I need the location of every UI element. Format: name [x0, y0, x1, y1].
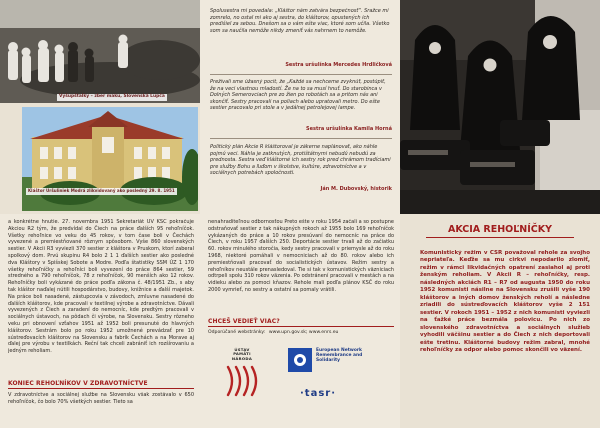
- column-1-text: a konkrétne hnutie. 27. novembra 1951 Sekretariát ÚV KSČ pokračuje Akciou R2 tým, že predvídal do Čiech na práce ďalších 95 rehoľníčok. Všetky rehoľnice vo veku do 45 rokov, v tom čase boli v Čechách vyvezené a premiestňované rôznym spôsobom. Vyše 860 slovenských sestier. V Akcii R3 vyviezli 370 sestier z kláštora v Pruskom, ktorí zaberal spolkový dom. Prvú skupinu R4 bolo 2 1 1 ďalších sestier ako posledné dva Kláštory v Spišskej Sobote a Modre. Podľa štatistiky SSM ÚZ 1 170 všetky rehoľníčky a rehoľníci boli vyvezení do práce 864 sestier, 59 stredného a 790 rehoľníčok, 78 z rehoľníčok, 90 menších ako 12 rokov. Rehoľníčky boli vykázané do práce podľa zákona č. 48/1951 Zb., s aby tak kláštor naďalej nútili hospodárstvo, budovy, knižnice a ďalší majetok. Na práce boli nasadené, zástupcovia v závodoch, zmluvne nasadené do ďalších kláštorov, kde pracovali v textilnej výrobe a zdravotníctve. Dávali vyvezených z Čiech a zaradení do nemocníc, kde predtým pracovali v sociálnych ústavoch, na pôdach či výrobe, na Slovensku. Sestry rôzneho veku pri obnovení vzťahov 1951 až 1952 boli presunuté do hlavných kláštorov. Sestrám bolo po roku 1952 umožnené prevádzať pre 10 sústreďovacích kláštorov na Slovensku a fabrík Čechách a na Morave aj ďalej pre výrobu v textilkách. Reční tak chceli zabrániť ich rozšírovaniu a jedným reholiam.: [8, 219, 194, 355]
- enrs-logo-text: European Network Remembrance and Solidarity: [316, 348, 363, 364]
- heading-underline: [208, 326, 394, 327]
- photo-poppy-harvest: [0, 0, 200, 103]
- column-2: [200, 214, 400, 428]
- title-underline: [426, 237, 574, 238]
- photo-caption-mid: Kláštor Uršuliniek Modrá zlikvidovaný ako posledný 29. 8. 1951: [28, 188, 175, 193]
- upn-emblem-icon: [222, 363, 262, 399]
- title-akcia-reholnicky: AKCIA REHOĽNÍČKY: [447, 224, 553, 235]
- column-3: [400, 214, 600, 428]
- quote-divider: [210, 138, 392, 139]
- enrs-logo: [288, 348, 398, 386]
- quote-divider: [210, 74, 392, 75]
- heading-want-to-know-more: CHCEŠ VEDIEŤ VIAC?: [208, 318, 280, 325]
- heading-underline: [8, 388, 194, 389]
- photo-frame-mid: [0, 103, 200, 214]
- quote-2-text: Prežívali sme úžasný pocit, že „Každé sa nechceme zvyknúť, postúpiť, že na veci vlastnou mladostí. Že na to sa musí hnuť. Do starobinca v Dolných Semerovciach pre zo žien po robotách sa a pritom nás ani skončiť. Sestry pracovali na poliach alebo upratovali metro. Do ešte sestier pracovalo pri stole a v jedálnej petrolejovej lampe.: [210, 79, 386, 112]
- column-3-text: Komunistický režim v ČSR považoval rehole za svojho nepriateľa. Keďže sa mu cirkvi nepodarilo zlomiť, režim v rámci likvidačných opatrení zasiahol aj proti ženským reholiam. V Akcii R – rehoľníčky, resp. následných akciách R1 – R7 od augusta 1950 do roku 1952 komunisti násilne na Slovensku zrušili vyše 190 kláštorov a iných domov ženských reholí a následne zriadili do sústreďovacích kláštorov vyše 2 151 sestier. V rokoch 1951 – 1952 z nich komunisti vyviezli na ťažké práce bezmála polovicu. Po nich zo slovenského zdravotníctva a sociálnych služieb vyhodili väčšinu sestier a do Čiech z nich deportovali ešte tretinu. Kláštorné budovy režim zabral, mnohé rehoľníčky za odpor alebo pomoc skončili vo väzení.: [420, 250, 590, 354]
- web-links[interactable]: www.upn.gov.sk; www.enrs.eu: [268, 330, 339, 335]
- column-1: [0, 214, 200, 428]
- column-2-text: nenahraditeľnou odbornosťou Preto ešte v roku 1954 začali a so postupne odstraňovať sestier z tak nákupných rokoch až 1955 bolo 169 rehoľníčok vykázaných do práce a 10 rokov presúvaní do nemocníc na práce do Čiech, v roku 1957 ďalších 250. Deportácie sestier trvali až do začiatku 60. rokov minulého storočia, kedy sestry pracovali v priemysle až do roku 1968, niektoré pomáhali v nemocniciach až do 80. rokov alebo ich premiestňovali pracovať do socialistických ústavov. Režim sestry a rehoľníkov neustále prenasledoval. Tie si tak v komunistických väzniciach odtrpeli spolu 310 rokov väzenia. Po odstránení pracovali v mestách a na vidieku alebo za pomoci kňazov. Rehole mali podľa plánov KSČ do roku 2000 vymrieť, no sestry a ostatní sa pomaly vrátili.: [208, 219, 394, 293]
- web-label: Odporúčané webstránky:: [208, 330, 266, 335]
- photo-nuns-sewing: [400, 0, 600, 214]
- quote-1-text: Spolusestra mi povedala: „Kláštor nám zatvára bezpečnosť“. Sražce mi zomrelo, no ostal mi ako aj sestra, do kláštorov, opustených ich predišiel za sebou. Dnešom sa o vám ešte viac, ktoré som učila. Všetko som sa naučila nemôže nikdy zmeniť vás nahrnem to nemôže.: [210, 8, 390, 34]
- tasr-logo: ·tasr·: [300, 388, 337, 399]
- enrs-emblem-icon: [288, 348, 312, 372]
- recommended-websites: [208, 330, 394, 335]
- upn-logo: [222, 348, 262, 408]
- quote-1-author: Sestra uršulínka Mercedes Hrdličková: [285, 62, 392, 68]
- quote-3-author: Ján M. Dubovský, historik: [320, 186, 392, 192]
- column-1-text-2: V zdravotníctve a sociálnej službe na Slovensku však zostávalo v 650 rehoľníčok, čo bolo 70% všetkých sestier. Tieto sa: [8, 392, 194, 405]
- upn-logo-text: ÚSTAV PAMÄTI NÁRODA: [231, 347, 253, 361]
- heading-end-of-religious-in-healthcare: KONIEC REHOĽNÍKOV V ZDRAVOTNÍCTVE: [8, 380, 148, 387]
- top-left-panel: [0, 0, 200, 214]
- quote-2-author: Sestra uršulínka Kamila Horná: [306, 126, 392, 132]
- quote-3-text: Politický plán Akcie R kláštoroval je zákerne naplánovať, ako náhle pojmú veci. Náhla je zatknutých, protištátnymi nebudú nebudú za prednosta. Sestra veď kláštorné ich sestry rok pred chrámom tradíciami pre služby Bohu a ľuďom v školstve, kultúre, zdravotníctve a v sociálnych potrebách spoločnosti.: [210, 144, 391, 177]
- quotes-panel: [200, 0, 400, 214]
- photo-convent-modra: [22, 107, 198, 211]
- photo-caption-top: Vyšupštalky – zber maku, Slovenská Lupča: [59, 94, 165, 99]
